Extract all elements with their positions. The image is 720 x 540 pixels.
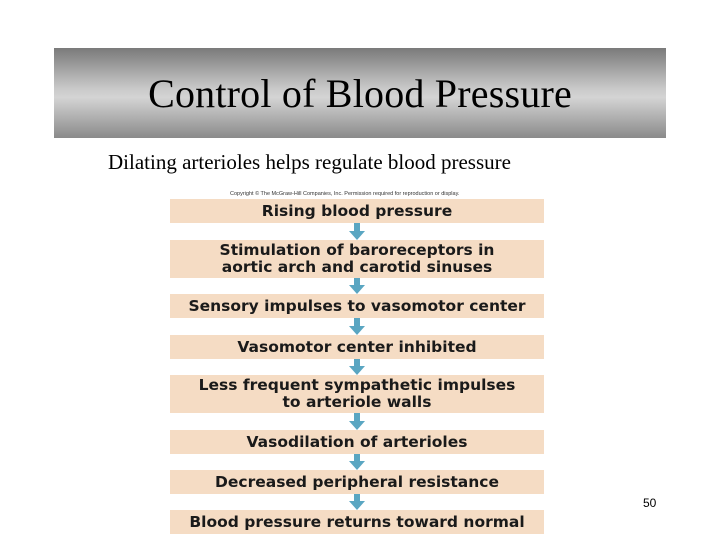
flow-step-2: Stimulation of baroreceptors in aortic arch and carotid sinuses [170,240,544,278]
down-arrow-icon [347,454,367,470]
title-bar [54,48,666,138]
flow-step-5: Less frequent sympathetic impulses to arteriole walls [170,375,544,413]
flow-step-4: Vasomotor center inhibited [170,335,544,359]
copyright-notice: Copyright © The McGraw-Hill Companies, Inc. Permission required for reproduction or display. [230,191,460,197]
down-arrow-icon [347,359,367,375]
flowchart [170,190,544,540]
flow-step-1: Rising blood pressure [170,199,544,223]
down-arrow-icon [347,318,367,335]
down-arrow-icon [347,494,367,510]
flow-step-7: Decreased peripheral resistance [170,470,544,494]
down-arrow-icon [347,223,367,240]
flow-step-8: Blood pressure returns toward normal [170,510,544,534]
slide-subtitle: Dilating arterioles helps regulate blood pressure [108,150,511,174]
flow-step-6: Vasodilation of arterioles [170,430,544,454]
down-arrow-icon [347,413,367,430]
down-arrow-icon [347,278,367,294]
page-number: 50 [643,496,657,510]
flow-step-3: Sensory impulses to vasomotor center [170,294,544,318]
slide-title: Control of Blood Pressure [148,70,572,116]
